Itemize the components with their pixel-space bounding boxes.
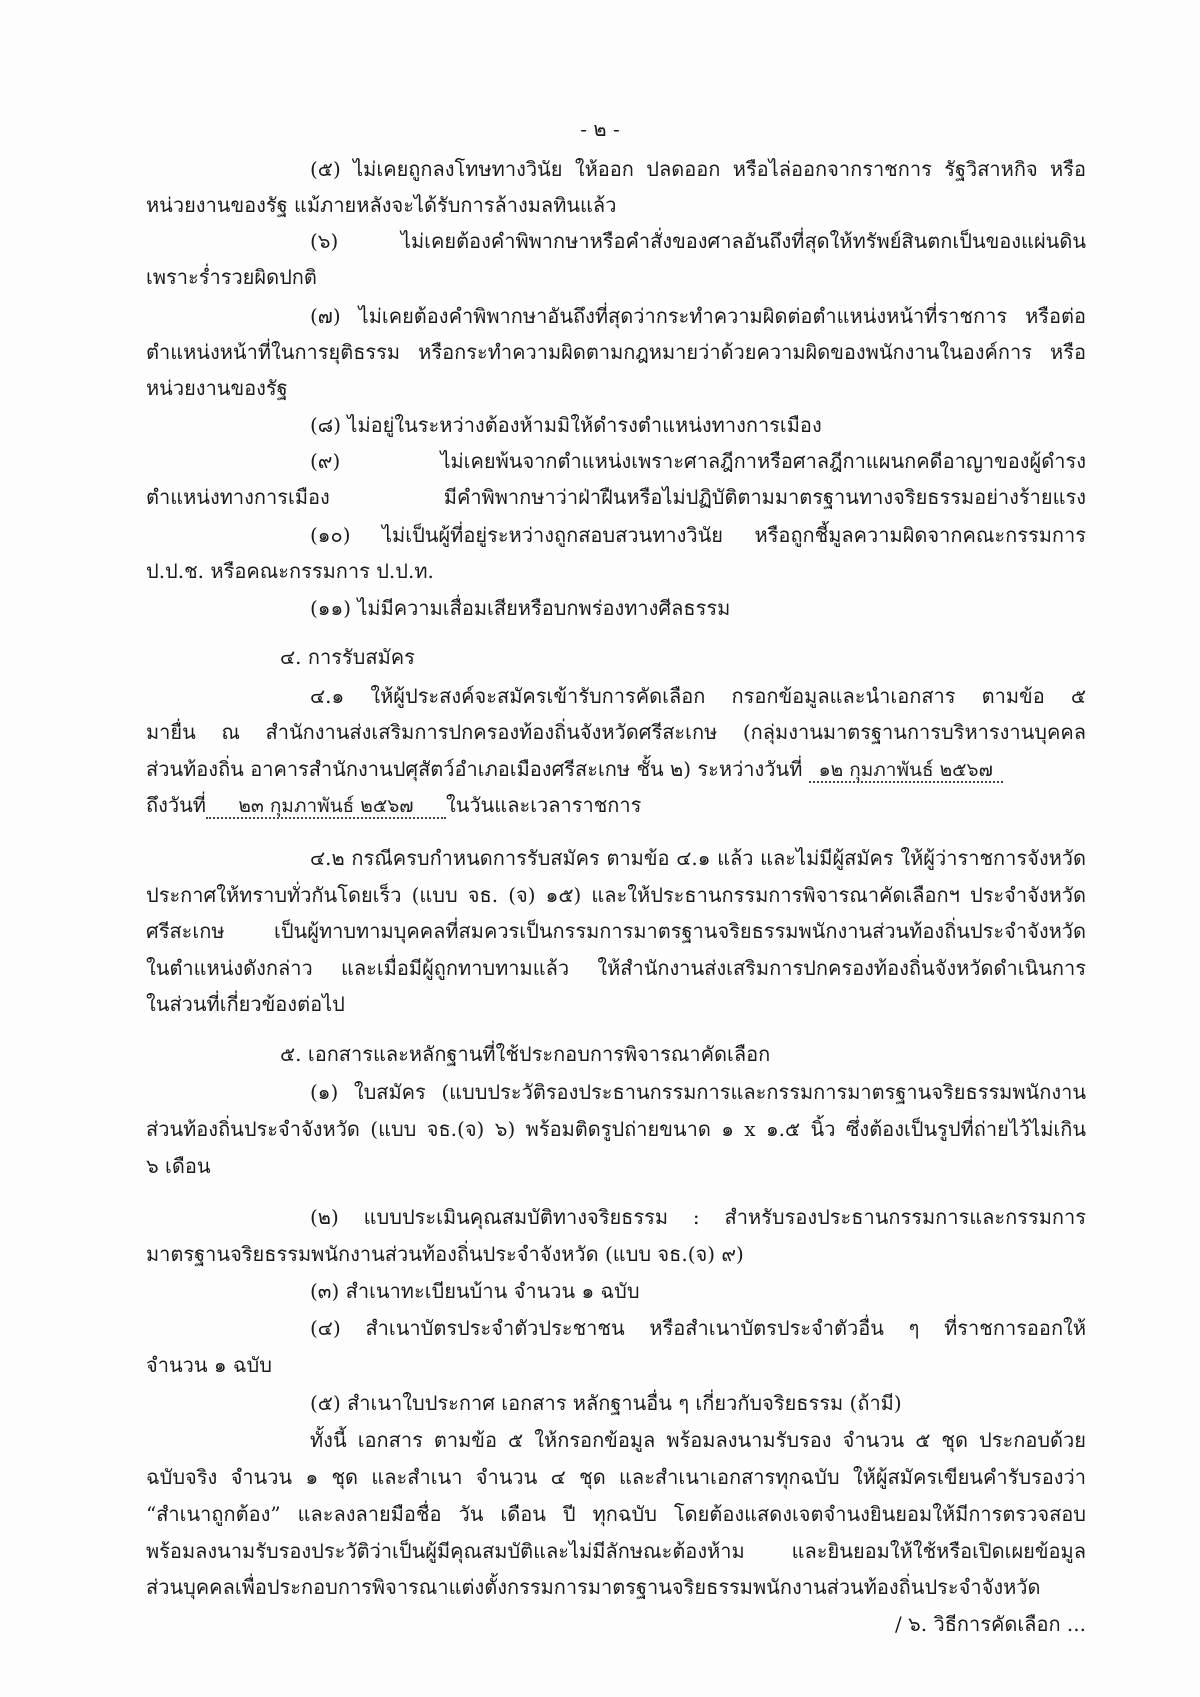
continuation-marker: / ๖. วิธีการคัดเลือก ... <box>894 1612 1086 1636</box>
section-4-heading: ๔. การรับสมัคร <box>280 645 415 669</box>
section-5-note-cont3: พร้อมลงนามรับรองประวัติว่าเป็นผู้มีคุณสมบัติและไม่มีลักษณะต้องห้าม และยินยอมให้ใช้หรือเปิดเผยข้อมูล <box>146 1539 1086 1563</box>
end-date-label: ถึงวันที่ <box>146 793 206 817</box>
section-5-item-4-text: (๔) สำเนาบัตรประจำตัวประชาชน หรือสำเนาบัตรประจำตัวอื่น ๆ ที่ราชการออกให้ <box>310 1316 1086 1340</box>
item-7-judgment-cont2: หน่วยงานของรัฐ <box>146 376 288 400</box>
section-4-2-cont3: ในตำแหน่งดังกล่าว และเมื่อมีผู้ถูกทาบทามแล้ว ให้สำนักงานส่งเสริมการปกครองท้องถิ่นจังหวัดดำเนินการ <box>146 956 1086 980</box>
item-10-investigation-cont: ป.ป.ช. หรือคณะกรรมการ ป.ป.ท. <box>146 559 434 583</box>
section-4-1-cont: มายื่น ณ สำนักงานส่งเสริมการปกครองท้องถิ่นจังหวัดศรีสะเกษ (กลุ่มงานมาตรฐานการบริหารงานบุคคล <box>146 720 1086 744</box>
page-number: - ๒ - <box>580 117 620 141</box>
section-5-item-3-text: (๓) สำเนาทะเบียนบ้าน จำนวน ๑ ฉบับ <box>310 1279 640 1303</box>
section-5-item-2-cont: มาตรฐานจริยธรรมพนักงานส่วนท้องถิ่นประจำจังหวัด (แบบ จธ.(จ) ๙) <box>146 1242 744 1266</box>
section-5-note-cont4: ส่วนบุคคลเพื่อประกอบการพิจารณาแต่งตั้งกรรมการมาตรฐานจริยธรรมพนักงานส่วนท้องถิ่นประจำจังหวัด <box>146 1575 1041 1599</box>
item-7-judgment-text: (๗) ไม่เคยต้องคำพิพากษาอันถึงที่สุดว่ากระทำความผิดต่อตำแหน่งหน้าที่ราชการ หรือต่อ <box>310 304 1086 328</box>
section-5-item-1-text: (๑) ใบสมัคร (แบบประวัติรองประธานกรรมการและกรรมการมาตรฐานจริยธรรมพนักงาน <box>310 1080 1086 1104</box>
section-4-2-text: ๔.๒ กรณีครบกำหนดการรับสมัคร ตามข้อ ๔.๑ แล้ว และไม่มีผู้สมัคร ให้ผู้ว่าราชการจังหวัด <box>310 846 1086 870</box>
item-8-political-text: (๘) ไม่อยู่ในระหว่างต้องห้ามมิให้ดำรงตำแหน่งทางการเมือง <box>310 413 822 437</box>
section-4-1-dates <box>146 755 1003 787</box>
application-end-date: ๒๓ กุมภาพันธ์ ๒๕๖๗ <box>206 795 446 819</box>
item-9-removal-cont: ตำแหน่งทางการเมือง มีคำพิพากษาว่าฝ่าฝืนหรือไม่ปฏิบัติตามมาตรฐานทางจริยธรรมอย่างร้ายแรง <box>146 485 1086 509</box>
section-4-1-end-date <box>146 791 641 823</box>
section-5-note-cont1: ฉบับจริง จำนวน ๑ ชุด และสำเนา จำนวน ๔ ชุด และสำเนาเอกสารทุกฉบับ ให้ผู้สมัครเขียนคำรับรองว่า <box>146 1465 1086 1489</box>
office-hours-text: ในวันและเวลาราชการ <box>445 793 642 817</box>
section-5-note-cont2: “สำเนาถูกต้อง” และลงลายมือชื่อ วัน เดือน ปี ทุกฉบับ โดยต้องแสดงเจตจำนงยินยอมให้มีการตรวจสอบ <box>146 1502 1086 1526</box>
section-5-heading: ๕. เอกสารและหลักฐานที่ใช้ประกอบการพิจารณาคัดเลือก <box>280 1042 771 1066</box>
item-5-disciplinary-text: (๕) ไม่เคยถูกลงโทษทางวินัย ให้ออก ปลดออก หรือไล่ออกจากราชการ รัฐวิสาหกิจ หรือ <box>310 157 1086 181</box>
date-range-label: ส่วนท้องถิ่น อาคารสำนักงานปศุสัตว์อำเภอเมืองศรีสะเกษ ชั้น ๒) ระหว่างวันที่ <box>146 757 803 781</box>
section-5-item-5-text: (๕) สำเนาใบประกาศ เอกสาร หลักฐานอื่น ๆ เกี่ยวกับจริยธรรม (ถ้ามี) <box>310 1391 902 1415</box>
item-11-morality-text: (๑๑) ไม่มีความเสื่อมเสียหรือบกพร่องทางศีลธรรม <box>310 596 731 620</box>
section-5-item-1-cont: ส่วนท้องถิ่นประจำจังหวัด (แบบ จธ.(จ) ๖) พร้อมติดรูปถ่ายขนาด ๑ x ๑.๕ นิ้ว ซึ่งต้องเป็นรูปที่ถ่ายไว้ไม่เกิน <box>146 1117 1086 1141</box>
application-start-date: ๑๒ กุมภาพันธ์ ๒๕๖๗ <box>809 759 1003 783</box>
item-7-judgment-cont: ตำแหน่งหน้าที่ในการยุติธรรม หรือกระทำความผิดตามกฎหมายว่าด้วยความผิดของพนักงานในองค์การ หรือ <box>146 340 1086 364</box>
section-5-item-4-cont: จำนวน ๑ ฉบับ <box>146 1353 272 1377</box>
item-10-investigation-text: (๑๐) ไม่เป็นผู้ที่อยู่ระหว่างถูกสอบสวนทางวินัย หรือถูกชี้มูลความผิดจากคณะกรรมการ <box>310 523 1086 547</box>
item-6-asset-text: (๖) ไม่เคยต้องคำพิพากษาหรือคำสั่งของศาลอันถึงที่สุดให้ทรัพย์สินตกเป็นของแผ่นดิน <box>310 229 1086 253</box>
section-4-2-cont1: ประกาศให้ทราบทั่วกันโดยเร็ว (แบบ จธ. (จ) ๑๕) และให้ประธานกรรมการพิจารณาคัดเลือกฯ ประจำจังหวัด <box>146 883 1086 907</box>
section-5-item-2-text: (๒) แบบประเมินคุณสมบัติทางจริยธรรม : สำหรับรองประธานกรรมการและกรรมการ <box>310 1205 1086 1229</box>
section-5-note-text: ทั้งนี้ เอกสาร ตามข้อ ๕ ให้กรอกข้อมูล พร้อมลงนามรับรอง จำนวน ๕ ชุด ประกอบด้วย <box>310 1428 1086 1452</box>
item-5-disciplinary-cont: หน่วยงานของรัฐ แม้ภายหลังจะได้รับการล้างมลทินแล้ว <box>146 193 617 217</box>
item-9-removal-text: (๙) ไม่เคยพ้นจากตำแหน่งเพราะศาลฎีกาหรือศาลฎีกาแผนกคดีอาญาของผู้ดำรง <box>310 449 1086 473</box>
section-5-item-1-cont2: ๖ เดือน <box>146 1154 211 1178</box>
section-4-1-text: ๔.๑ ให้ผู้ประสงค์จะสมัครเข้ารับการคัดเลือก กรอกข้อมูลและนำเอกสาร ตามข้อ ๕ <box>310 684 1086 708</box>
section-4-2-cont4: ในส่วนที่เกี่ยวข้องต่อไป <box>146 992 345 1016</box>
item-6-asset-cont: เพราะร่ำรวยผิดปกติ <box>146 265 317 289</box>
section-4-2-cont2: ศรีสะเกษ เป็นผู้ทาบทามบุคคลที่สมควรเป็นกรรมการมาตรฐานจริยธรรมพนักงานส่วนท้องถิ่นประจำจังหวัด <box>146 919 1086 943</box>
